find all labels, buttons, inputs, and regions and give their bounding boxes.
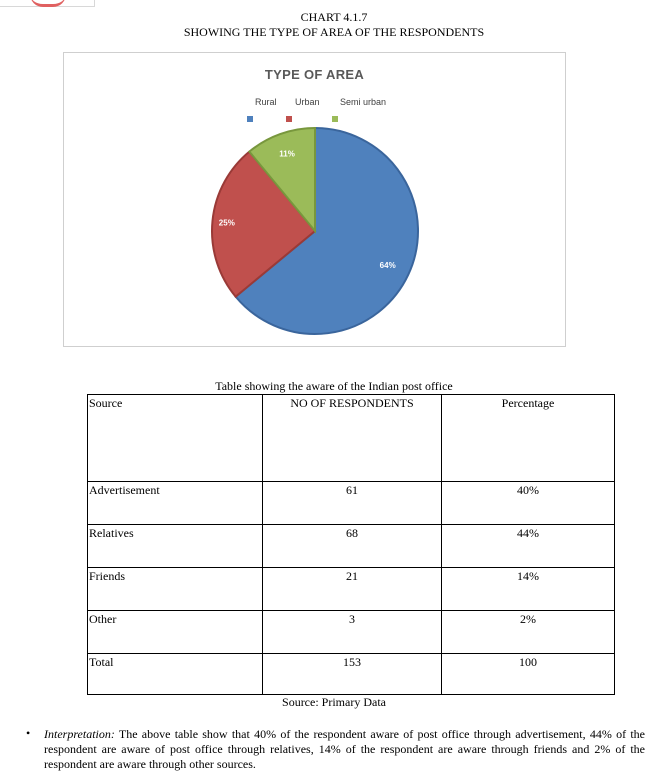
- cell-percentage: 44%: [442, 525, 615, 568]
- interpretation-text: The above table show that 40% of the respondent aware of post office through advertisement, 44% of the respondent are aware of post office through relatives, 14% of the respondent are aware through friends and 2% of the respondent are aware through other sources.: [44, 727, 645, 771]
- chart-number: CHART 4.1.7: [300, 10, 368, 24]
- awareness-table: [87, 394, 615, 695]
- bullet-icon: •: [26, 726, 31, 740]
- chart-heading: SHOWING THE TYPE OF AREA OF THE RESPONDENTS: [183, 25, 485, 39]
- data-label-urban: 25%: [218, 218, 235, 228]
- cell-source: Relatives: [88, 525, 263, 568]
- cell-respondents: 61: [263, 482, 442, 525]
- table-total-row: [88, 654, 615, 695]
- cell-respondents: 68: [263, 525, 442, 568]
- table-row: [88, 611, 615, 654]
- table-row: [88, 482, 615, 525]
- table-row: [88, 525, 615, 568]
- cell-respondents: 3: [263, 611, 442, 654]
- table-header-row: [88, 395, 615, 482]
- pie-svg: [64, 53, 565, 346]
- cell-percentage: 100: [442, 654, 615, 695]
- header-source: Source: [88, 395, 263, 482]
- cell-source: Total: [88, 654, 263, 695]
- table-caption: Table showing the aware of the Indian post office: [215, 379, 453, 393]
- cell-percentage: 40%: [442, 482, 615, 525]
- cell-percentage: 14%: [442, 568, 615, 611]
- legend-label-semi-urban: Semi urban: [340, 97, 387, 107]
- pie-chart: [63, 52, 566, 347]
- cell-source: Advertisement: [88, 482, 263, 525]
- cell-source: Friends: [88, 568, 263, 611]
- table-row: [88, 568, 615, 611]
- legend-label-urban: Urban: [295, 97, 320, 107]
- source-note: Source: Primary Data: [282, 695, 386, 709]
- data-label-semi-urban: 11%: [279, 149, 295, 159]
- chart-title: TYPE OF AREA: [264, 67, 365, 82]
- header-respondents: NO OF RESPONDENTS: [263, 395, 442, 482]
- interpretation-paragraph: [44, 727, 645, 772]
- cell-percentage: 2%: [442, 611, 615, 654]
- legend-label-rural: Rural: [255, 97, 277, 107]
- header-percentage: Percentage: [442, 395, 615, 482]
- cell-source: Other: [88, 611, 263, 654]
- data-label-rural: 64%: [379, 261, 396, 271]
- interpretation-label: Interpretation:: [44, 727, 115, 741]
- cell-respondents: 153: [263, 654, 442, 695]
- cell-respondents: 21: [263, 568, 442, 611]
